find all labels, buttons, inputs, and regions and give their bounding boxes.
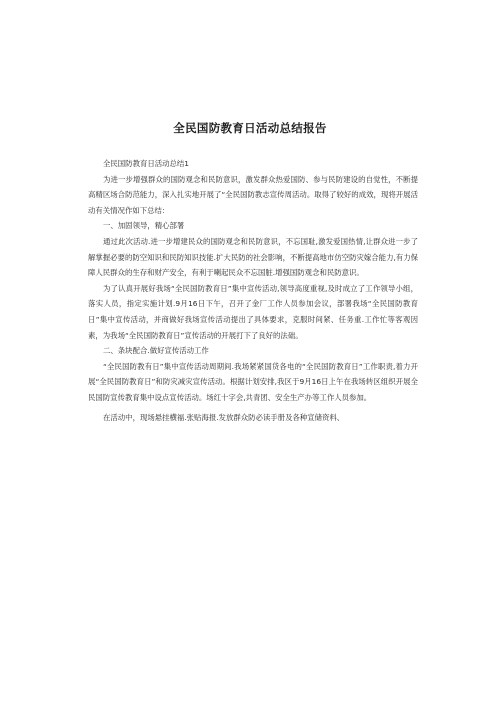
paragraph: 为进一步增强群众的国防观念和民防意识，激发群众热爱国防、参与民防建设的自觉性，不断提高精区场合防范能力，深入扎实地开展了“全民国防教志宣传周活动。取得了较好的成效，现将开展活动有关情况作如下总结：	[88, 174, 418, 215]
document-body	[88, 156, 418, 425]
section-subtitle: 全民国防教育日活动总结1	[103, 159, 190, 168]
paragraph: 为了认真开展好我场“全民国防教育日”集中宣传活动,领导高度重视,及时成立了工作领导小组，落实人员，指定实施计划.9月16日下午，召开了金厂工作人员参加会议，部署我场“全民国防教育日”集中宣传活动，并商做好我场宣传活动提出了具体要求，克服时间紧、任务重.工作忙等客观因素，为我场“全民国防教育日”宣传活动的开展打下了良好的法础。	[88, 283, 418, 340]
paragraph: 通过此次活动.进一步增建民众的国防观念和民防意识，不忘国耻,激发爱国热情,让群众进一步了解掌握必要的防空知识和民防知识技能.扩大民防的社会影响，不断提高地市仿空防灾嫁合能力,有力保障人民群众的生存和财产安全，有利于喇起民众不忘国脏.增强国防观念和民防意识。	[88, 236, 418, 278]
section-heading: 一、加固领导，精心部署	[103, 221, 185, 231]
paragraph: “全民国防教有日”集中宣传活动周期间.我场紧紧国货各电的“全民国防教育日”工作职责,着力开展“全民国防教育日”和防灾减灾宣传活动。根据计划安排,我区于9月16日上午在我场转区组织开展全民国防宣传教育集中设点宣传活动。场红十字会,共青团、安全生产办等工作人员参加。	[88, 361, 418, 402]
document-title: 全民国防教育日活动总结报告	[173, 121, 327, 135]
section-heading: 二、条块配合.做好宣传活动工作	[103, 346, 209, 356]
paragraph: 在活动中，现场悬挂横福.张贴海报.发放群众防必读手册及各种宣储资料、	[103, 412, 345, 422]
